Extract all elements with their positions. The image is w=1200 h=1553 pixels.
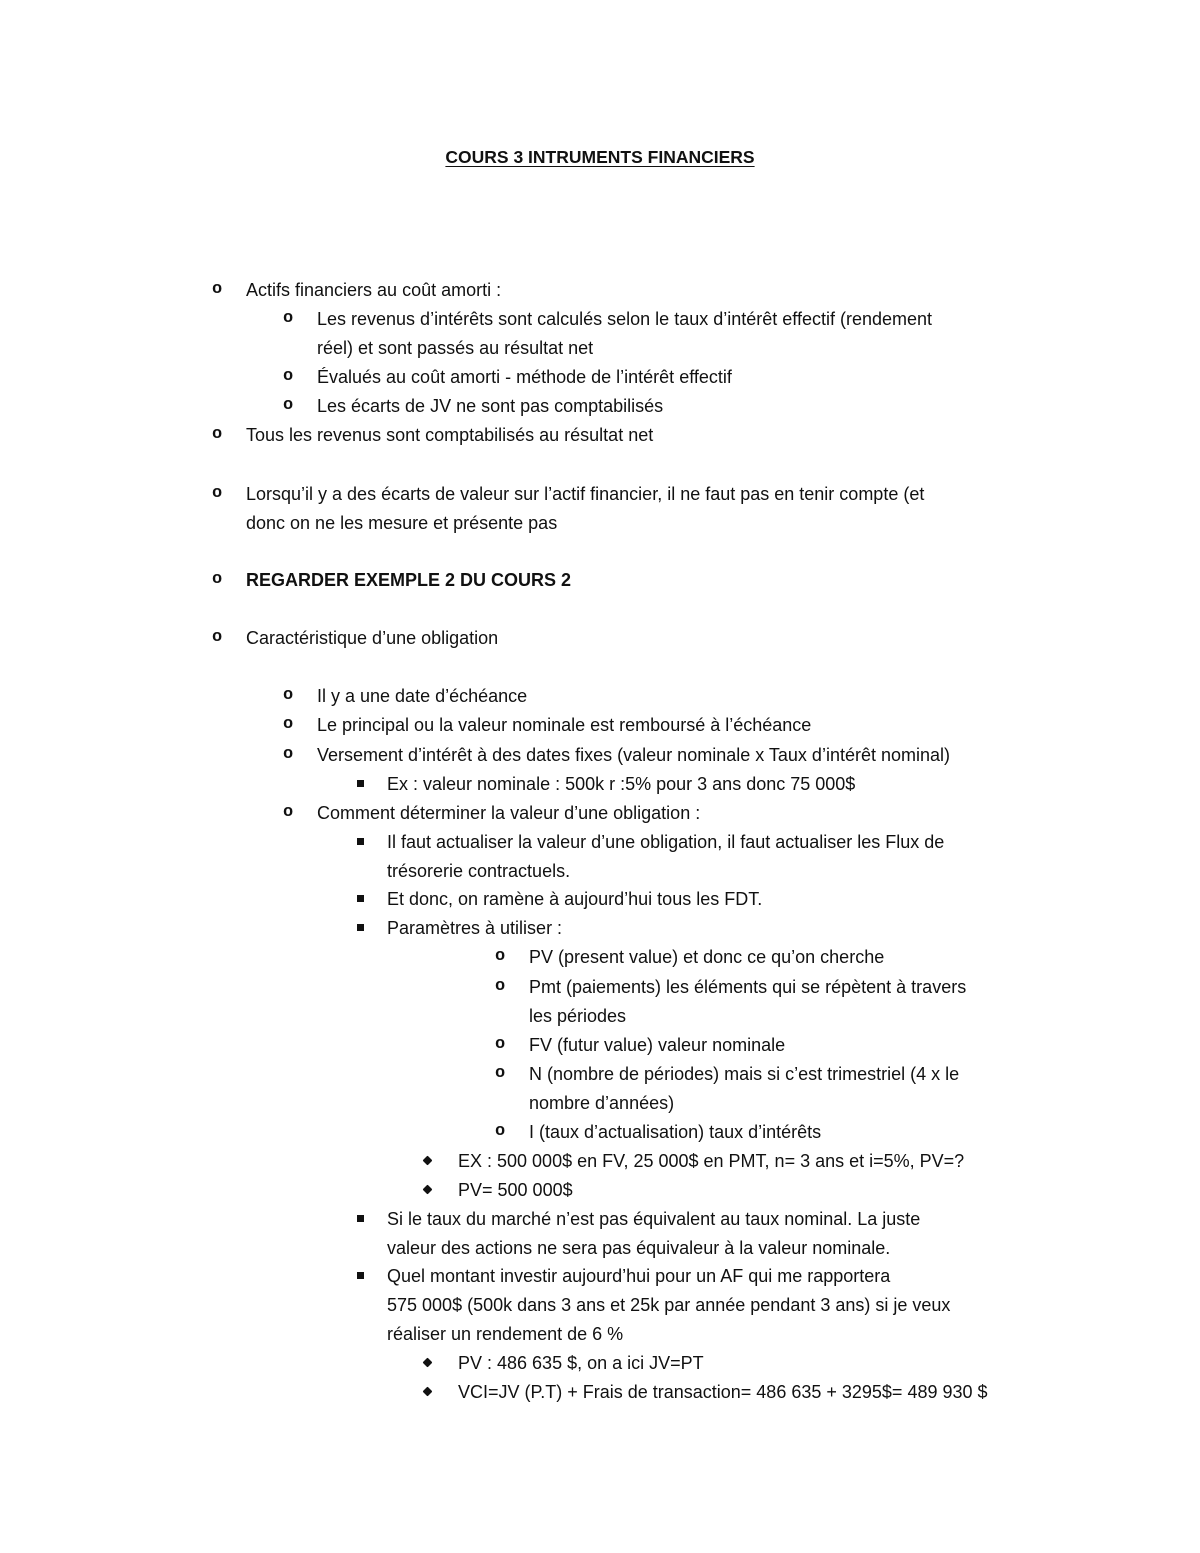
text-line: Tous les revenus sont comptabilisés au résultat net (246, 425, 654, 445)
text-line: les périodes (529, 1006, 627, 1026)
text-line: FV (futur value) valeur nominale (529, 1035, 786, 1055)
text-line: Le principal ou la valeur nominale est remboursé à l’échéance (317, 715, 812, 735)
text-line: Et donc, on ramène à aujourd’hui tous les FDT. (387, 889, 763, 909)
text-line: Les écarts de JV ne sont pas comptabilisés (317, 396, 664, 416)
bullet-square-icon (357, 895, 364, 902)
bullet-circle-icon: o (283, 396, 294, 415)
text-line: Comment déterminer la valeur d’une obligation : (317, 803, 701, 823)
text-line: Ex : valeur nominale : 500k r :5% pour 3 ans donc 75 000$ (387, 774, 856, 794)
text-line: N (nombre de périodes) mais si c’est trimestriel (4 x le (529, 1064, 960, 1084)
text-line: trésorerie contractuels. (387, 861, 571, 881)
text-line: nombre d’années) (529, 1093, 675, 1113)
text-line: Caractéristique d’une obligation (246, 628, 499, 648)
bullet-square-icon (357, 924, 364, 931)
bullet-circle-icon: o (283, 686, 294, 705)
bullet-square-icon (357, 838, 364, 845)
text-line: PV : 486 635 $, on a ici JV=PT (458, 1353, 704, 1373)
bullet-circle-icon: o (495, 947, 506, 966)
text-line-bold: REGARDER EXEMPLE 2 DU COURS 2 (246, 570, 572, 590)
bullet-diamond-icon (423, 1358, 433, 1368)
text-line: Il faut actualiser la valeur d’une obligation, il faut actualiser les Flux de (387, 832, 945, 852)
bullet-circle-icon: o (212, 628, 223, 647)
text-line: valeur des actions ne sera pas équivaleur à la valeur nominale. (387, 1238, 891, 1258)
document-title: COURS 3 INTRUMENTS FINANCIERS (445, 147, 755, 167)
text-line: Lorsqu’il y a des écarts de valeur sur l’actif financier, il ne faut pas en tenir compte (et (246, 484, 925, 504)
bullet-square-icon (357, 1215, 364, 1222)
text-line: I (taux d’actualisation) taux d’intérêts (529, 1122, 822, 1142)
text-line: Paramètres à utiliser : (387, 918, 563, 938)
text-line: réel) et sont passés au résultat net (317, 338, 594, 358)
bullet-circle-icon: o (212, 280, 223, 299)
text-line: réaliser un rendement de 6 % (387, 1324, 624, 1344)
text-line: PV= 500 000$ (458, 1180, 573, 1200)
text-line: PV (present value) et donc ce qu’on cherche (529, 947, 885, 967)
text-line: Quel montant investir aujourd’hui pour un AF qui me rapportera (387, 1266, 891, 1286)
bullet-circle-icon: o (495, 1122, 506, 1141)
bullet-circle-icon: o (212, 425, 223, 444)
bullet-circle-icon: o (495, 977, 506, 996)
text-line: EX : 500 000$ en FV, 25 000$ en PMT, n= 3 ans et i=5%, PV=? (458, 1151, 965, 1171)
bullet-circle-icon: o (283, 715, 294, 734)
text-line: Actifs financiers au coût amorti : (246, 280, 502, 300)
text-line: Évalués au coût amorti - méthode de l’intérêt effectif (317, 367, 732, 387)
bullet-diamond-icon (423, 1156, 433, 1166)
bullet-circle-icon: o (283, 309, 294, 328)
text-line: Si le taux du marché n’est pas équivalent au taux nominal. La juste (387, 1209, 921, 1229)
text-line: Il y a une date d’échéance (317, 686, 528, 706)
text-line: Les revenus d’intérêts sont calculés selon le taux d’intérêt effectif (rendement (317, 309, 933, 329)
bullet-circle-icon: o (212, 484, 223, 503)
bullet-circle-icon: o (495, 1035, 506, 1054)
text-line: Pmt (paiements) les éléments qui se répètent à travers (529, 977, 967, 997)
bullet-diamond-icon (423, 1185, 433, 1195)
bullet-circle-icon: o (283, 367, 294, 386)
bullet-square-icon (357, 780, 364, 787)
text-line: 575 000$ (500k dans 3 ans et 25k par année pendant 3 ans) si je veux (387, 1295, 951, 1315)
bullet-circle-icon: o (283, 803, 294, 822)
bullet-square-icon (357, 1272, 364, 1279)
bullet-diamond-icon (423, 1387, 433, 1397)
text-line: VCI=JV (P.T) + Frais de transaction= 486 635 + 3295$= 489 930 $ (458, 1382, 988, 1402)
text-line: Versement d’intérêt à des dates fixes (valeur nominale x Taux d’intérêt nominal) (317, 745, 950, 765)
bullet-circle-icon: o (283, 745, 294, 764)
bullet-circle-icon: o (495, 1064, 506, 1083)
bullet-circle-icon: o (212, 570, 223, 589)
text-line: donc on ne les mesure et présente pas (246, 513, 558, 533)
